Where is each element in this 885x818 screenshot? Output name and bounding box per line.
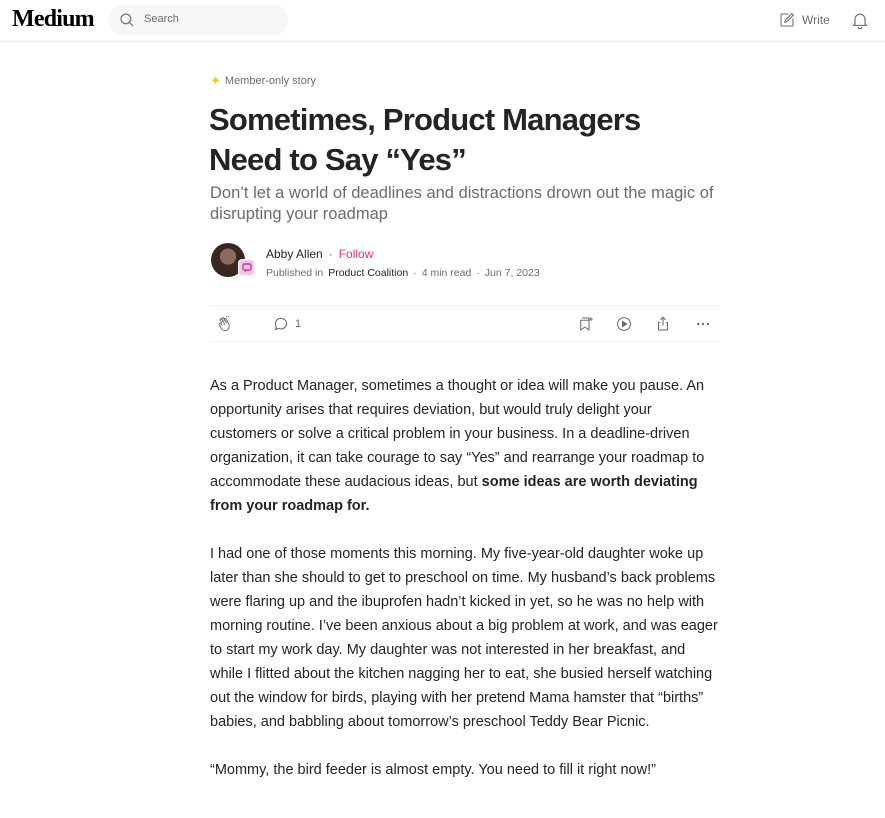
share-button[interactable] [654,315,672,333]
search-input[interactable]: Search [144,13,179,25]
member-only-badge [210,73,316,89]
listen-button[interactable] [615,315,633,333]
article-body [210,374,722,806]
publication-icon [242,263,252,273]
bookmark-button[interactable] [577,315,595,333]
author-name[interactable]: Abby Allen [266,247,323,261]
article-title: Sometimes, Product Managers Need to Say “Yes” [209,102,641,177]
bell-icon[interactable] [850,10,870,30]
clap-button[interactable] [215,315,235,333]
read-time: 4 min read [421,267,472,279]
bookmark-icon [577,315,595,333]
publication-link[interactable]: Product Coalition [328,267,409,279]
write-button[interactable] [778,10,830,30]
separator-dot: · [413,267,417,279]
clap-icon [215,314,235,334]
top-navbar [0,0,885,42]
comment-icon [272,315,290,333]
article-meta [266,267,540,279]
bold-emphasis: some ideas are worth deviating from your roadmap for. [210,474,698,514]
publication-logo[interactable] [238,259,255,276]
published-in-label: Published in [266,267,324,279]
article-subtitle: Don’t let a world of deadlines and distractions drown out the magic of disrupting your roadmap [210,184,714,223]
star-icon: ✦ [210,73,221,88]
comment-count: 1 [295,318,302,330]
article-action-bar [209,305,720,342]
paragraph [210,374,722,518]
paragraph: “Mommy, the bird feeder is almost empty. You need to fill it right now!” [210,762,656,778]
separator-dot: · [476,267,480,279]
publish-date: Jun 7, 2023 [484,267,540,279]
paragraph: I had one of those moments this morning. My five-year-old daughter woke up later than she should to get to preschool on time. My husband’s back problems were flaring up and the ibuprofen hadn’t kicked in yet, so he was no help with morning routine. I’ve been anxious about a big problem at work, and was eager to start my work day. My daughter was not interested in her breakfast, and while I flitted about the kitchen nagging her to eat, she busied herself watching out the window for birds, playing with her pretend Mama hamster that “births” babies, and babbling about tomorrow’s preschool Teddy Bear Picnic. [210,546,718,730]
write-label: Write [802,13,830,27]
author-row [266,247,373,261]
paragraph-text: As a Product Manager, sometimes a thought or idea will make you pause. An opportunity arises that requires deviation, but would truly delight your customers or solve a critical problem in your business. In a deadline-driven organization, it can take courage to say “Yes” and rearrange your roadmap to accommodate these audacious ideas, but [210,378,705,490]
share-icon [654,315,672,333]
comments-button[interactable] [272,315,301,333]
follow-button[interactable]: Follow [338,247,374,261]
search-icon [118,11,136,29]
medium-logo[interactable]: Medium [12,6,94,32]
write-icon [778,11,796,29]
member-only-label: Member-only story [224,75,316,87]
more-options-button[interactable] [694,315,712,333]
search-bar[interactable] [108,5,288,35]
separator-dot: · [328,247,333,261]
play-icon [615,315,633,333]
more-icon [694,315,712,333]
